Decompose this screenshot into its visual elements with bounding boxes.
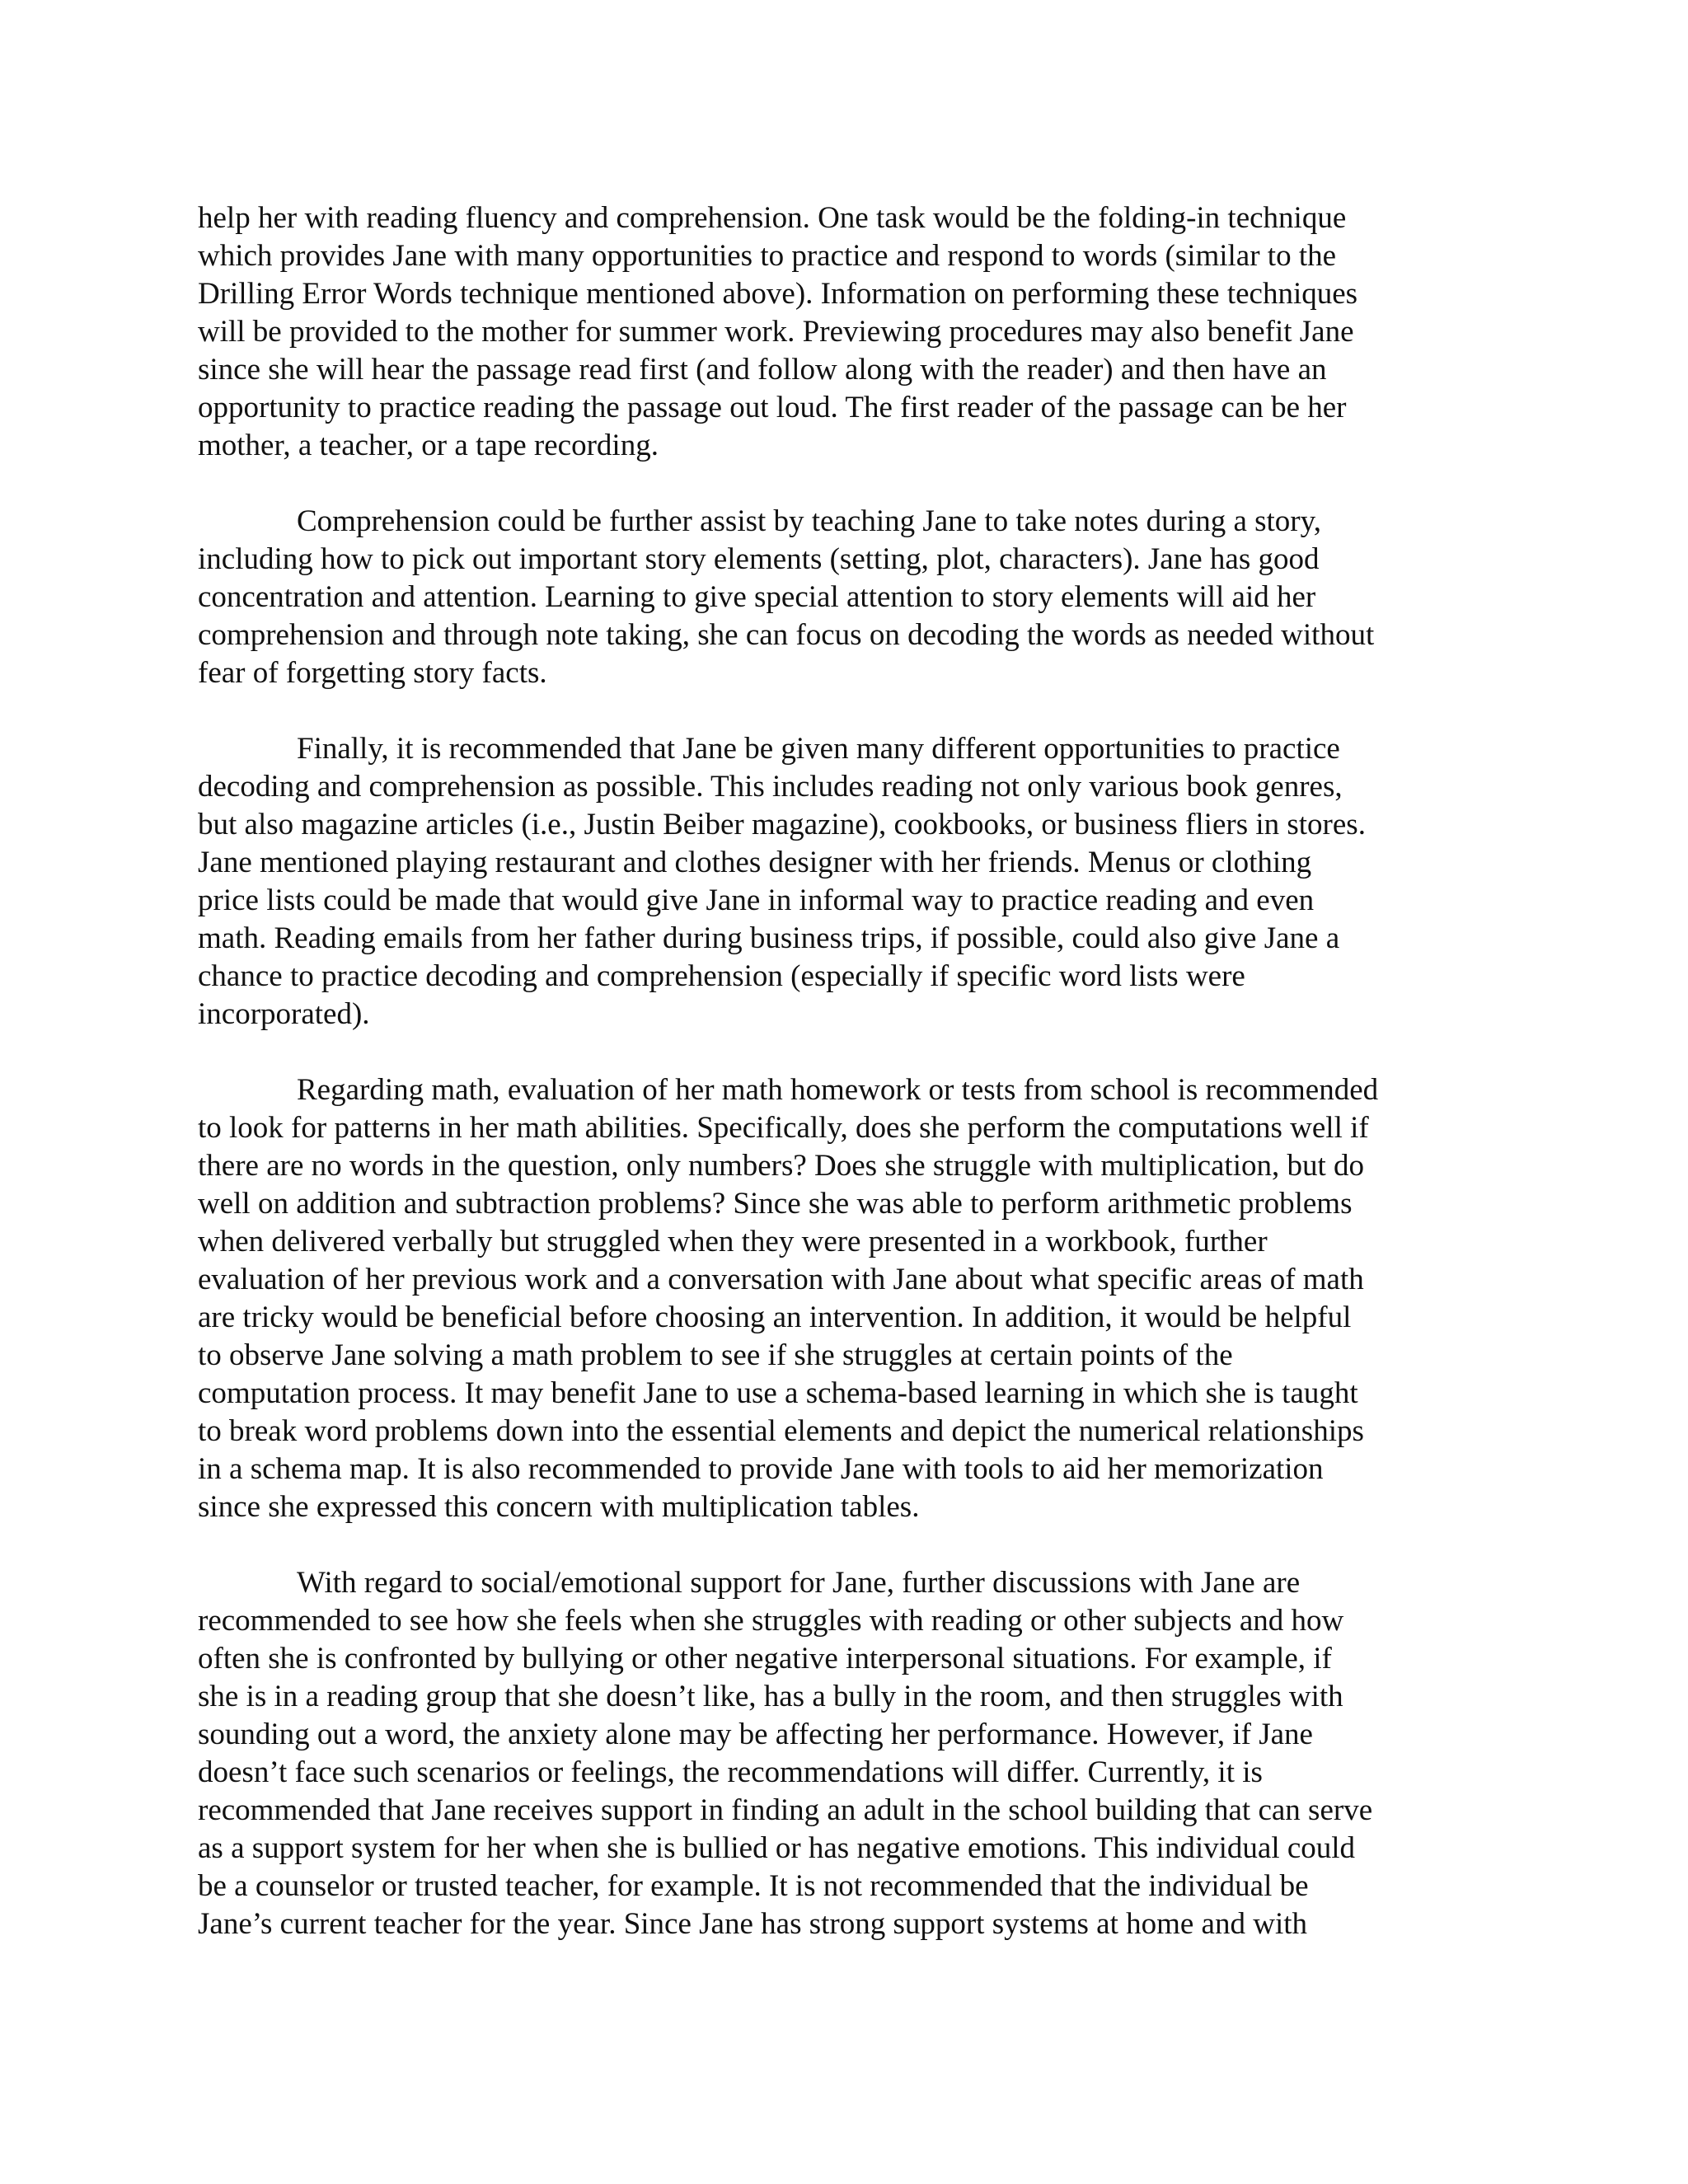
paragraph-practice-opportunities [198, 730, 1550, 1033]
text-line: Drilling Error Words technique mentioned above). Information on performing these techniques [198, 277, 1358, 311]
text-line: when delivered verbally but struggled when they were presented in a workbook, further [198, 1225, 1268, 1258]
text-line: to break word problems down into the essential elements and depict the numerical relationships [198, 1414, 1364, 1448]
text-line: there are no words in the question, only numbers? Does she struggle with multiplication, but do [198, 1149, 1364, 1183]
text-line: decoding and comprehension as possible. This includes reading not only various book genres, [198, 770, 1343, 804]
text-line: computation process. It may benefit Jane to use a schema-based learning in which she is taught [198, 1376, 1358, 1410]
text-line: mother, a teacher, or a tape recording. [198, 429, 659, 462]
text-line: including how to pick out important story elements (setting, plot, characters). Jane has good [198, 542, 1320, 576]
text-line: help her with reading fluency and comprehension. One task would be the folding-in technique [198, 201, 1347, 235]
text-line: in a schema map. It is also recommended to provide Jane with tools to aid her memorization [198, 1452, 1324, 1486]
text-line: to observe Jane solving a math problem to see if she struggles at certain points of the [198, 1338, 1233, 1372]
text-line: recommended to see how she feels when she struggles with reading or other subjects and how [198, 1604, 1344, 1638]
text-line: chance to practice decoding and comprehension (especially if specific word lists were [198, 959, 1245, 993]
text-line: With regard to social/emotional support for Jane, further discussions with Jane are [297, 1566, 1301, 1600]
text-line: doesn’t face such scenarios or feelings, the recommendations will differ. Currently, it is [198, 1755, 1263, 1789]
text-line: Comprehension could be further assist by teaching Jane to take notes during a story, [297, 504, 1321, 538]
text-line: math. Reading emails from her father during business trips, if possible, could also give Jane a [198, 921, 1340, 955]
text-line: Finally, it is recommended that Jane be given many different opportunities to practice [297, 732, 1340, 766]
text-line: opportunity to practice reading the passage out loud. The first reader of the passage can be her [198, 391, 1347, 424]
text-line: well on addition and subtraction problems? Since she was able to perform arithmetic problems [198, 1187, 1353, 1221]
text-line: since she will hear the passage read first (and follow along with the reader) and then have an [198, 353, 1327, 387]
document-body [198, 199, 1550, 1981]
text-line: evaluation of her previous work and a conversation with Jane about what specific areas of math [198, 1263, 1364, 1296]
text-line: price lists could be made that would give Jane in informal way to practice reading and even [198, 883, 1315, 917]
paragraph-comprehension [198, 503, 1550, 692]
text-line: Jane mentioned playing restaurant and clothes designer with her friends. Menus or clothing [198, 846, 1312, 879]
text-line: recommended that Jane receives support in finding an adult in the school building that can serve [198, 1793, 1373, 1827]
text-line: be a counselor or trusted teacher, for example. It is not recommended that the individual be [198, 1869, 1309, 1903]
text-line: Regarding math, evaluation of her math homework or tests from school is recommended [297, 1073, 1379, 1107]
text-line: concentration and attention. Learning to give special attention to story elements will aid her [198, 580, 1316, 614]
text-line: will be provided to the mother for summer work. Previewing procedures may also benefit Jane [198, 315, 1354, 349]
text-line: as a support system for her when she is bullied or has negative emotions. This individual could [198, 1831, 1356, 1865]
paragraph-math [198, 1071, 1550, 1526]
text-line: she is in a reading group that she doesn’t like, has a bully in the room, and then struggles with [198, 1680, 1343, 1713]
text-line: since she expressed this concern with multiplication tables. [198, 1490, 920, 1524]
text-line: Jane’s current teacher for the year. Since Jane has strong support systems at home and with [198, 1907, 1308, 1941]
text-line: but also magazine articles (i.e., Justin Beiber magazine), cookbooks, or business fliers in stores. [198, 808, 1366, 841]
paragraph-reading-fluency [198, 199, 1550, 465]
text-line: sounding out a word, the anxiety alone may be affecting her performance. However, if Jane [198, 1718, 1313, 1751]
text-line: comprehension and through note taking, she can focus on decoding the words as needed without [198, 618, 1375, 652]
paragraph-social-emotional [198, 1564, 1550, 1943]
text-line: to look for patterns in her math abilities. Specifically, does she perform the computations well if [198, 1111, 1369, 1145]
text-line: often she is confronted by bullying or other negative interpersonal situations. For example, if [198, 1642, 1332, 1675]
text-line: incorporated). [198, 997, 370, 1031]
text-line: are tricky would be beneficial before choosing an intervention. In addition, it would be helpful [198, 1301, 1352, 1334]
text-line: fear of forgetting story facts. [198, 656, 547, 690]
text-line: which provides Jane with many opportunities to practice and respond to words (similar to the [198, 239, 1337, 273]
